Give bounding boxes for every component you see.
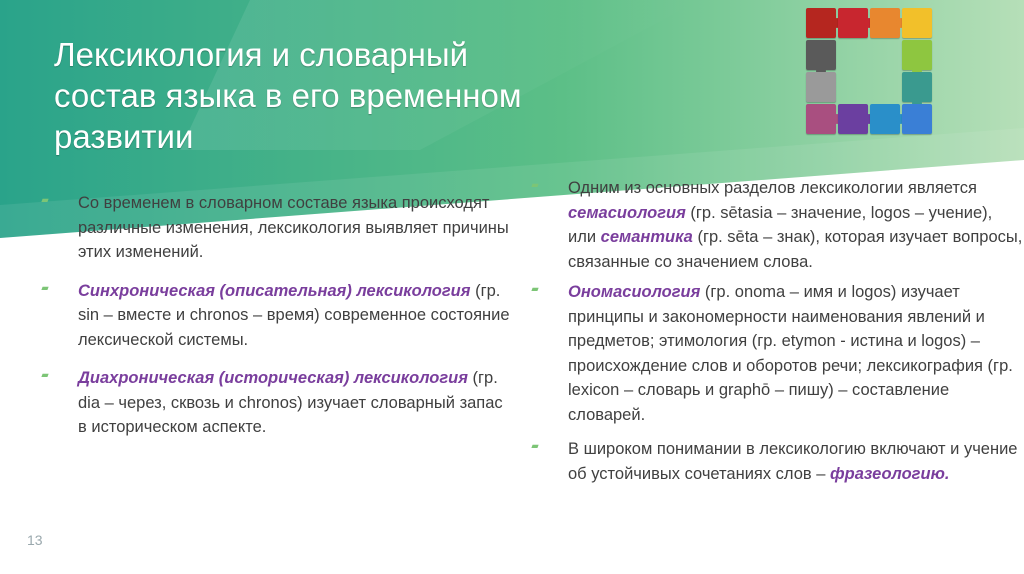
bullet-icon — [40, 369, 50, 379]
slide-title: Лексикология и словарный состав языка в его временном развитии — [54, 36, 522, 155]
puzzle-piece — [806, 104, 836, 134]
list-item: ▬ Синхроническая (описательная) лексикология (гр. sin – вместе и chronos – время) современное состояние лексической системы. — [40, 279, 510, 353]
list-item: ▬ Ономасиология (гр. onoma – имя и logos) изучает принципы и закономерности наименования явлений и предметов; этимология (гр. etymon - истина и logos) – происхождение слов и оборотов речи; лексикография (гр. lexicon – словарь и graphō – пишу) – составление словарей. — [530, 280, 1024, 427]
right-column — [530, 176, 1024, 492]
puzzle-piece — [806, 8, 836, 38]
slide-number: 13 — [27, 532, 43, 548]
puzzle-piece — [902, 72, 932, 102]
list-item: ▬ В широком понимании в лексикологию включают и учение об устойчивых сочетаниях слов – фразеологию. — [530, 437, 1024, 486]
puzzle-piece — [838, 8, 868, 38]
term-highlight: Синхроническая (описательная) лексикология — [78, 281, 471, 300]
term-highlight: фразеологию. — [830, 464, 950, 483]
bullet-icon — [530, 440, 540, 450]
bullet-icon — [40, 282, 50, 292]
puzzle-piece — [902, 104, 932, 134]
bullet-icon — [40, 194, 50, 204]
list-item: ▬ Одним из основных разделов лексикологии является семасиология (гр. sētasia – значение, logos – учение), или семантика (гр. sēta – знак), которая изучает вопросы, связанные со значением слова. — [530, 176, 1024, 274]
puzzle-piece — [870, 104, 900, 134]
term-highlight: семасиология — [568, 203, 686, 222]
puzzle-piece — [838, 104, 868, 134]
puzzle-piece — [806, 40, 836, 70]
bullet-icon — [530, 179, 540, 189]
term-highlight: семантика — [600, 228, 693, 246]
list-item: ▬ Диахроническая (историческая) лексикология (гр. dia – через, сквозь и chronos) изучает словарный запас в историческом аспекте. — [40, 366, 510, 440]
puzzle-piece — [870, 8, 900, 38]
puzzle-piece — [902, 40, 932, 70]
term-highlight: Диахроническая (историческая) лексикология — [78, 369, 468, 387]
puzzle-piece — [902, 8, 932, 38]
puzzle-frame-icon — [804, 6, 944, 140]
bullet-icon — [530, 283, 540, 293]
list-item: ▬ Со временем в словарном составе языка происходят различные изменения, лексикология выявляет причины этих изменений. — [40, 191, 510, 265]
term-highlight: Ономасиология — [568, 283, 701, 301]
puzzle-piece — [806, 72, 836, 102]
left-column — [40, 191, 510, 454]
